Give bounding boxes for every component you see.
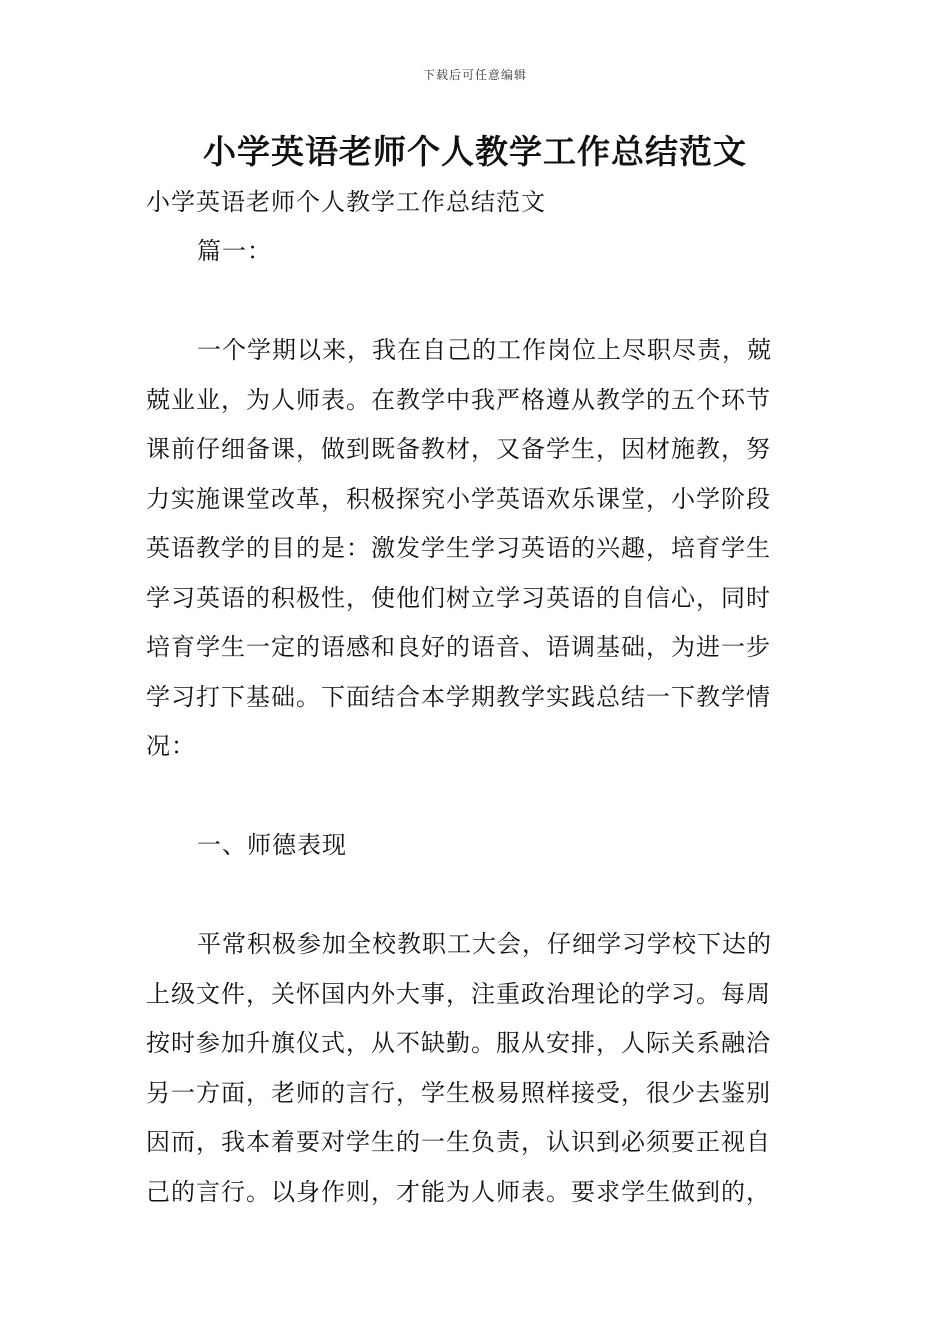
paragraph-line: 因而，我本着要对学生的一生负责，认识到必须要正视自 xyxy=(146,1128,771,1156)
paragraph-line: 学习英语的积极性，使他们树立学习英语的自信心，同时 xyxy=(146,583,771,612)
paragraph-line: 平常积极参加全校教职工大会，仔细学习学校下达的 xyxy=(197,930,772,958)
paragraph-line: 按时参加升旗仪式，从不缺勤。服从安排，人际关系融洽 xyxy=(146,1029,771,1057)
paragraph-line: 另一方面，老师的言行，学生极易照样接受，很少去鉴别 xyxy=(146,1078,771,1107)
document-subtitle: 小学英语老师个人教学工作总结范文 xyxy=(146,188,546,216)
document-title: 小学英语老师个人教学工作总结范文 xyxy=(203,132,747,171)
paragraph-line: 己的言行。以身作则，才能为人师表。要求学生做到的， xyxy=(146,1177,771,1206)
header-note: 下载后可任意编辑 xyxy=(422,68,527,82)
paragraph-line: 课前仔细备课，做到既备教材，又备学生，因材施教，努 xyxy=(146,435,771,463)
paragraph-line: 兢业业，为人师表。在教学中我严格遵从教学的五个环节 xyxy=(146,385,771,414)
section-label: 篇一： xyxy=(197,237,272,265)
section-heading-1: 一、师德表现 xyxy=(197,831,347,859)
paragraph-line: 英语教学的目的是：激发学生学习英语的兴趣，培育学生 xyxy=(146,534,771,562)
paragraph-1 xyxy=(146,326,806,772)
paragraph-line: 学习打下基础。下面结合本学期教学实践总结一下教学情 xyxy=(146,682,771,711)
paragraph-line: 一个学期以来，我在自己的工作岗位上尽职尽责，兢 xyxy=(197,336,772,364)
paragraph-line: 力实施课堂改革，积极探究小学英语欢乐课堂，小学阶段 xyxy=(146,484,771,513)
paragraph-line: 况： xyxy=(146,732,196,760)
paragraph-line: 上级文件，关怀国内外大事，注重政治理论的学习。每周 xyxy=(146,979,771,1008)
paragraph-2 xyxy=(146,920,806,1217)
paragraph-line: 培育学生一定的语感和良好的语音、语调基础，为进一步 xyxy=(146,633,771,661)
